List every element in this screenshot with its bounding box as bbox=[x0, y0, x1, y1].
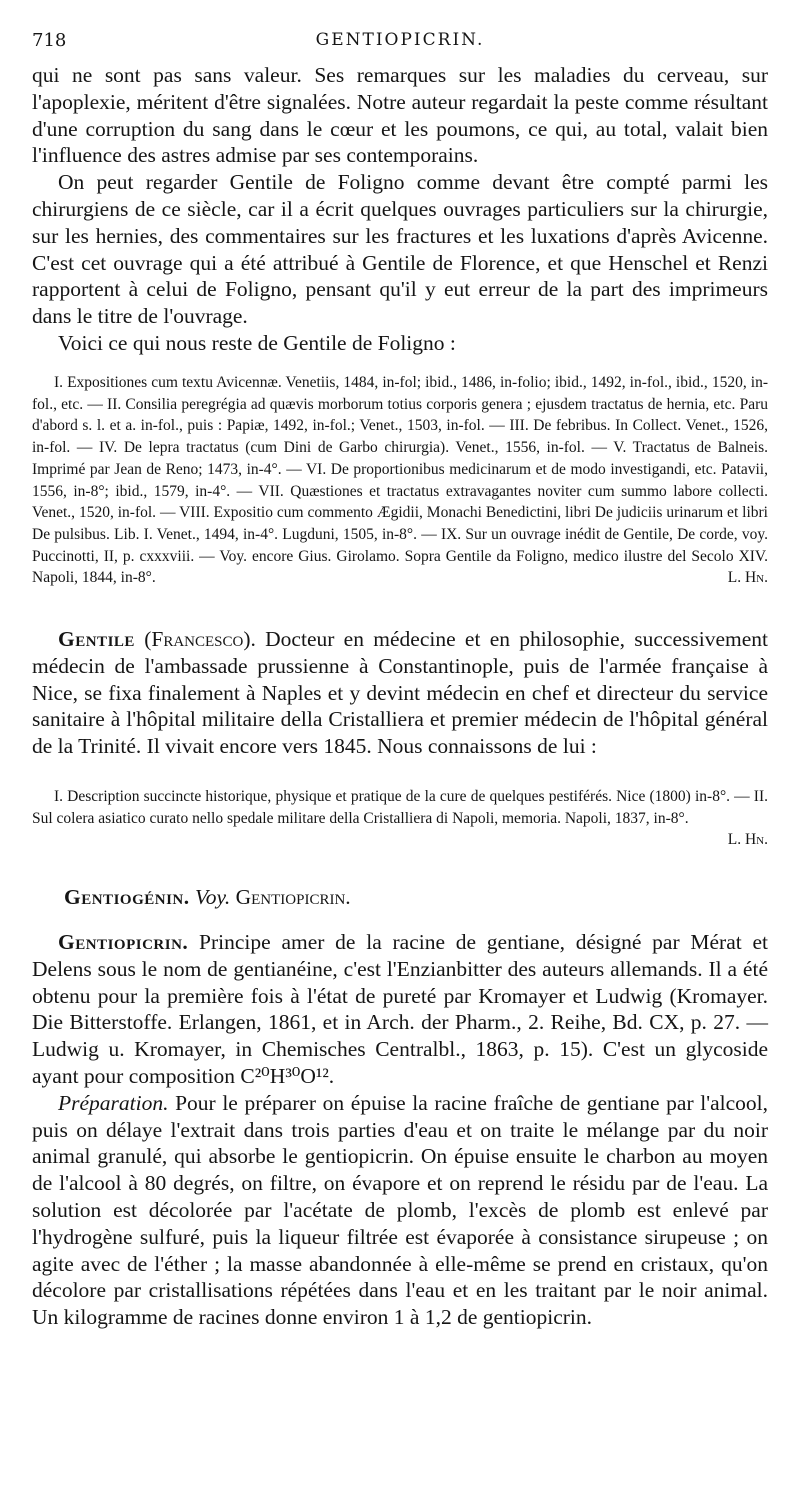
author-signature: L. Hn. bbox=[727, 569, 768, 587]
entry-paragraph bbox=[32, 929, 768, 1090]
bibliography-text bbox=[32, 786, 768, 849]
bibliography-entries: I. Expositiones cum textu Avicennæ. Venetiis, 1484, in-fol; ibid., 1486, in-folio; ibid., 1492, in-fol., ibid., 1520, in-fol., etc. — II. Consilia peregrégia ad quævis morborum totius corporis genera ; ejusdem tractatus de hernia, etc. Paru d'abord s. l. et a. in-fol., puis : Papiæ, 1492, in-fol.; Venet., 1503, in-fol. — III. De febribus. In Collect. Venet., 1526, in-fol. — IV. De lepra tractatus (cum Dini de Garbo chirurgia). Venet., 1556, in-fol. — V. Tractatus de Balneis. Imprimé par Jean de Reno; 1473, in-4°. — VI. De proportionibus medicinarum et de modo investigandi, etc. Patavii, 1556, in-8°; ibid., 1579, in-4°. — VII. Quæstiones et tractatus extravagantes noviter cum summo labore collecti. Venet., 1520, in-fol. — VIII. Expositio cum commento Ægidii, Monachi Benedictini, libri De judiciis urinarum et libri De pulsibus. Lib. I. Venet., 1494, in-4°. Lugduni, 1505, in-8°. — IX. Sur un ouvrage inédit de Gentile, De corde, voy. Puccinotti, II, p. cxxxviii. — Voy. encore Gius. Girolamo. Sopra Gentile da Foligno, medico ilustre del Secolo XIV. Napoli, 1844, in-8°. bbox=[32, 374, 768, 587]
entry-headword: Gentiopicrin. bbox=[58, 930, 189, 954]
entry-headword: Gentiogénin. bbox=[64, 885, 190, 909]
bibliography-text bbox=[32, 372, 768, 589]
section-label: Préparation. bbox=[58, 1090, 169, 1115]
paragraph: qui ne sont pas sans valeur. Ses remarques sur les maladies du cerveau, sur l'apoplexie, méritent d'être signalées. Notre auteur regardait la peste comme résultant d'une corruption du sang dans le cœur et les poumons, ce qui, au total, valait bien l'influence des astres admise par ses contemporains. bbox=[32, 63, 768, 168]
bibliography-block bbox=[32, 786, 768, 851]
entry-gentiogenin bbox=[64, 884, 351, 910]
running-title: GENTIOPICRIN. bbox=[315, 30, 485, 50]
entry-given-name: (Francesco). bbox=[144, 627, 256, 651]
author-signature: L. Hn. bbox=[727, 831, 768, 849]
preparation-paragraph bbox=[32, 1090, 768, 1331]
preparation-text: Pour le préparer on épuise la racine fraîche de gentiane par l'alcool, puis on délaye l'extrait dans trois parties d'eau et on traite le mélange par du noir animal granulé, qui absorbe le gentiopicrin. On épuise ensuite le charbon au moyen de l'alcool à 80 degrés, on filtre, on évapore et on reprend le résidu par de l'eau. La solution est décolorée par l'acétate de plomb, l'excès de plomb est enlevé par l'hydrogène sulfuré, puis la liqueur filtrée est évaporée à consistance sirupeuse ; on agite avec de l'éther ; la masse abandonnée à elle-même se prend en cristaux, qu'on décolore par cristallisations répétées dans l'eau et en les traitant par le noir animal. Un kilogramme de racines donne environ 1 à 1,2 de gentiopicrin. bbox=[32, 1090, 768, 1330]
paragraph: On peut regarder Gentile de Foligno comme devant être compté parmi les chirurgiens de ce siècle, car il a écrit quelques ouvrages particuliers sur la chirurgie, sur les hernies, des commentaires sur les fractures et les luxations d'après Avicenne. C'est cet ouvrage qui a été attribué à Gentile de Florence, et que Henschel et Renzi rapportent à celui de Foligno, pensant qu'il y eut erreur de la part des imprimeurs dans le titre de l'ouvrage. bbox=[32, 170, 768, 329]
see-also-label: Voy. bbox=[195, 885, 231, 909]
entry-gentile-francesco bbox=[32, 626, 768, 760]
page-header bbox=[32, 30, 768, 56]
entry-headword: Gentile bbox=[58, 627, 135, 651]
page-number: 718 bbox=[32, 30, 67, 51]
bibliography-entries: I. Description succincte historique, physique et pratique de la cure de quelques pestiférés. Nice (1800) in-8°. — II. Sul colera asiatico curato nello spedale militare della Cristalliera di Napoli, memoria. Napoli, 1837, in-8°. bbox=[32, 788, 768, 827]
cross-reference: Gentiopicrin. bbox=[235, 885, 351, 909]
entry-text: Docteur en médecine et en philosophie, successivement médecin de l'ambassade prussienne à Constantinople, puis de l'armée française à Nice, se fixa finalement à Naples et y devint médecin en chef et directeur du service sanitaire à l'hôpital militaire della Cristalliera et premier médecin de l'hôpital général de la Trinité. Il vivait encore vers 1845. Nous connaissons de lui : bbox=[32, 627, 768, 759]
entry-text: Principe amer de la racine de gentiane, désigné par Mérat et Delens sous le nom de gentianéine, c'est l'Enzianbitter des auteurs allemands. Il a été obtenu pour la première fois à l'état de pureté par Kromayer et Ludwig (Kromayer. Die Bitterstoffe. Erlangen, 1861, et in Arch. der Pharm., 2. Reihe, Bd. CX, p. 27. — Ludwig u. Kromayer, in Chemisches Centralbl., 1863, p. 15). C'est un glycoside ayant pour composition C²⁰H³⁰O¹². bbox=[32, 930, 768, 1088]
bibliography-block bbox=[32, 372, 768, 589]
entry-paragraph bbox=[32, 626, 768, 760]
paragraph: Voici ce qui nous reste de Gentile de Foligno : bbox=[58, 330, 456, 355]
continuation-text bbox=[32, 62, 768, 357]
entry-gentiopicrin bbox=[32, 929, 768, 1331]
